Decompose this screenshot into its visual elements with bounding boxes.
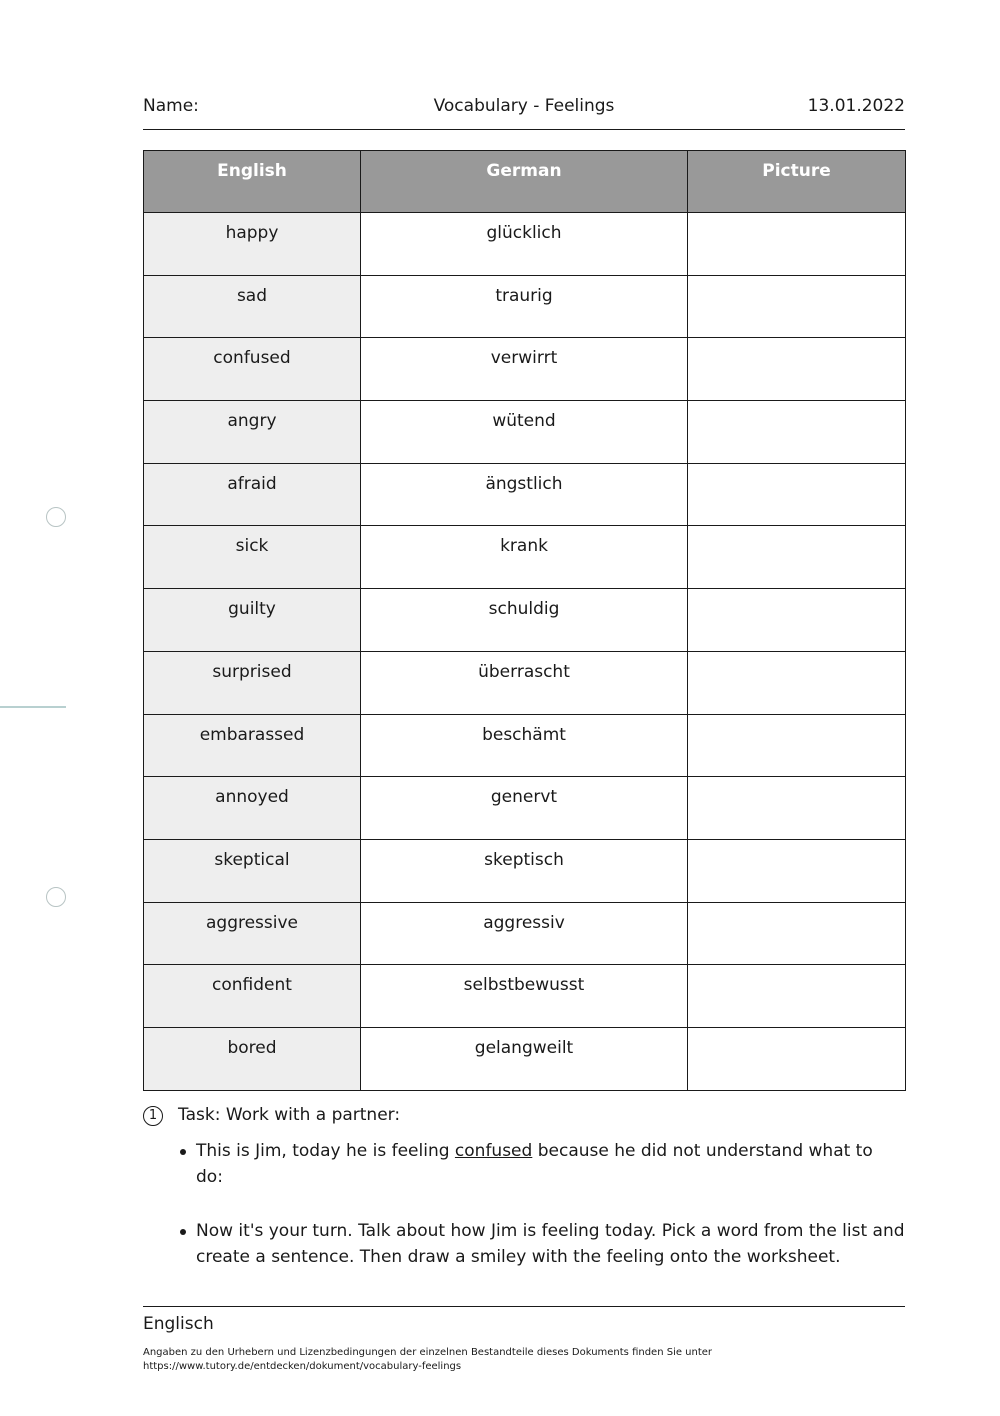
cell-german: skeptisch	[361, 839, 688, 902]
table-row	[144, 1027, 906, 1090]
table-row	[144, 275, 906, 338]
cell-english: confident	[144, 965, 361, 1028]
bullet-1-text-start: This is Jim, today he is feeling	[196, 1141, 455, 1161]
worksheet-date: 13.01.2022	[807, 96, 905, 116]
table-row	[144, 777, 906, 840]
task-bullet-2: Now it's your turn. Talk about how Jim is feeling today. Pick a word from the list and create a sentence. Then draw a smiley with the feeling onto the worksheet.	[196, 1218, 905, 1270]
cell-picture	[688, 839, 906, 902]
table-row	[144, 338, 906, 401]
cell-picture	[688, 589, 906, 652]
table-row	[144, 651, 906, 714]
cell-picture	[688, 965, 906, 1028]
table-row	[144, 463, 906, 526]
cell-picture	[688, 777, 906, 840]
cell-picture	[688, 902, 906, 965]
name-label: Name:	[143, 96, 199, 116]
punch-hole-bottom	[46, 887, 66, 907]
cell-german: überrascht	[361, 651, 688, 714]
cell-english: confused	[144, 338, 361, 401]
table-row	[144, 839, 906, 902]
vocabulary-table	[143, 150, 906, 1091]
bullet-1-keyword: confused	[454, 1141, 533, 1161]
task-number-badge: 1	[143, 1106, 163, 1126]
cell-german: ängstlich	[361, 463, 688, 526]
cell-picture	[688, 526, 906, 589]
task-bullet-1	[196, 1138, 905, 1190]
worksheet-header	[143, 94, 905, 130]
cell-german: beschämt	[361, 714, 688, 777]
table-row	[144, 401, 906, 464]
cell-german: verwirrt	[361, 338, 688, 401]
table-header-row	[144, 151, 906, 213]
footer-attribution-url: https://www.tutory.de/entdecken/dokument/vocabulary-feelings	[143, 1361, 462, 1372]
cell-picture	[688, 338, 906, 401]
cell-english: sad	[144, 275, 361, 338]
cell-english: sick	[144, 526, 361, 589]
vocabulary-rows	[144, 213, 906, 1091]
punch-hole-top	[46, 507, 66, 527]
cell-german: genervt	[361, 777, 688, 840]
cell-english: guilty	[144, 589, 361, 652]
worksheet-title: Vocabulary - Feelings	[433, 96, 615, 116]
column-header-german: German	[361, 151, 688, 213]
fold-mark	[0, 706, 66, 708]
cell-english: skeptical	[144, 839, 361, 902]
cell-english: embarassed	[144, 714, 361, 777]
cell-picture	[688, 1027, 906, 1090]
table-row	[144, 213, 906, 276]
column-header-picture: Picture	[688, 151, 906, 213]
cell-english: bored	[144, 1027, 361, 1090]
task-section	[143, 1104, 905, 1267]
cell-english: happy	[144, 213, 361, 276]
task-title: Task: Work with a partner:	[178, 1105, 401, 1125]
table-row	[144, 589, 906, 652]
cell-german: gelangweilt	[361, 1027, 688, 1090]
cell-german: schuldig	[361, 589, 688, 652]
cell-english: annoyed	[144, 777, 361, 840]
cell-picture	[688, 213, 906, 276]
cell-german: glücklich	[361, 213, 688, 276]
cell-german: krank	[361, 526, 688, 589]
cell-english: afraid	[144, 463, 361, 526]
cell-picture	[688, 275, 906, 338]
cell-english: surprised	[144, 651, 361, 714]
footer-subject: Englisch	[143, 1314, 214, 1334]
table-row	[144, 965, 906, 1028]
cell-picture	[688, 651, 906, 714]
column-header-english: English	[144, 151, 361, 213]
footer-attribution-text: Angaben zu den Urhebern und Lizenzbedingungen der einzelnen Bestandteile dieses Dokuments finden Sie unter	[143, 1347, 713, 1358]
task-heading	[143, 1104, 905, 1130]
cell-german: aggressiv	[361, 902, 688, 965]
cell-english: angry	[144, 401, 361, 464]
footer-attribution	[143, 1346, 905, 1374]
cell-picture	[688, 714, 906, 777]
cell-german: selbstbewusst	[361, 965, 688, 1028]
cell-german: wütend	[361, 401, 688, 464]
table-row	[144, 714, 906, 777]
table-row	[144, 526, 906, 589]
cell-picture	[688, 401, 906, 464]
page-footer	[143, 1306, 905, 1372]
cell-picture	[688, 463, 906, 526]
bullet-1-text-end: because he did not understand what to do:	[196, 1141, 873, 1187]
cell-english: aggressive	[144, 902, 361, 965]
table-row	[144, 902, 906, 965]
cell-german: traurig	[361, 275, 688, 338]
